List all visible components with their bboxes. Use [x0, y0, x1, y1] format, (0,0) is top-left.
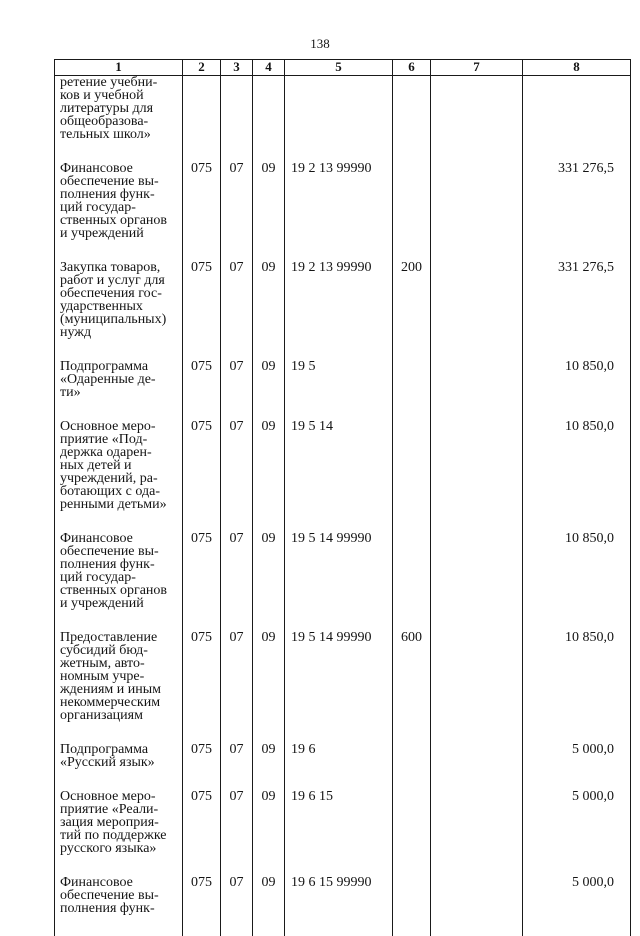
item-name-cell: [55, 360, 183, 420]
ministry-code-cell: 075: [183, 876, 221, 936]
item-name-line: Закупка товаров,: [60, 261, 180, 274]
item-name-line: номным учре-: [60, 670, 180, 683]
item-name-line: Предоставление: [60, 631, 180, 644]
item-name-line: ственных органов: [60, 214, 180, 227]
column-7-cell: [431, 790, 523, 876]
item-name-line: приятие «Реали-: [60, 803, 180, 816]
ministry-code-cell: 075: [183, 162, 221, 261]
header-row: [55, 60, 631, 76]
item-name-line: приятие «Под-: [60, 433, 180, 446]
amount-cell: 10 850,0: [523, 420, 631, 532]
item-name-line: «Русский язык»: [60, 756, 180, 769]
item-name-line: обеспечение вы-: [60, 889, 180, 902]
section-code-cell: [221, 76, 253, 163]
item-name-cell: [55, 261, 183, 360]
item-name-line: обеспечение вы-: [60, 175, 180, 188]
column-7-cell: [431, 76, 523, 163]
amount-cell: 331 276,5: [523, 261, 631, 360]
expense-type-cell: [393, 360, 431, 420]
item-name-line: ственных органов: [60, 584, 180, 597]
item-name-line: Финансовое: [60, 876, 180, 889]
expense-type-cell: [393, 162, 431, 261]
item-name-line: Основное меро-: [60, 790, 180, 803]
item-name-cell: [55, 162, 183, 261]
column-7-cell: [431, 532, 523, 631]
table-row: [55, 743, 631, 790]
item-name-line: держка одарен-: [60, 446, 180, 459]
item-name-line: обеспечение вы-: [60, 545, 180, 558]
ministry-code-cell: 075: [183, 631, 221, 743]
table-row: [55, 76, 631, 163]
item-name-line: тельных школ»: [60, 128, 180, 141]
item-name-cell: [55, 876, 183, 936]
amount-cell: 331 276,5: [523, 162, 631, 261]
item-name-line: ций государ-: [60, 201, 180, 214]
item-name-line: зация мероприя-: [60, 816, 180, 829]
subsection-code-cell: 09: [253, 631, 285, 743]
table-row: [55, 420, 631, 532]
column-header: 8: [523, 60, 631, 76]
item-name-line: ударственных: [60, 300, 180, 313]
target-article-cell: 19 5: [285, 360, 393, 420]
column-header: 5: [285, 60, 393, 76]
column-7-cell: [431, 743, 523, 790]
amount-cell: [523, 76, 631, 163]
column-7-cell: [431, 876, 523, 936]
subsection-code-cell: 09: [253, 743, 285, 790]
target-article-cell: 19 5 14 99990: [285, 532, 393, 631]
item-name-line: ков и учебной: [60, 89, 180, 102]
subsection-code-cell: 09: [253, 790, 285, 876]
item-name-line: русского языка»: [60, 842, 180, 855]
item-name-line: Основное меро-: [60, 420, 180, 433]
item-name-line: ти»: [60, 386, 180, 399]
item-name-line: ренными детьми»: [60, 498, 180, 511]
item-name-line: тий по поддержке: [60, 829, 180, 842]
table-row: [55, 876, 631, 936]
expense-type-cell: [393, 743, 431, 790]
expense-type-cell: 600: [393, 631, 431, 743]
target-article-cell: 19 5 14 99990: [285, 631, 393, 743]
column-header: 6: [393, 60, 431, 76]
amount-cell: 5 000,0: [523, 876, 631, 936]
item-name-cell: [55, 790, 183, 876]
item-name-line: работ и услуг для: [60, 274, 180, 287]
amount-cell: 10 850,0: [523, 532, 631, 631]
expense-type-cell: [393, 420, 431, 532]
item-name-cell: [55, 420, 183, 532]
section-code-cell: 07: [221, 876, 253, 936]
item-name-line: литературы для: [60, 102, 180, 115]
budget-table: [54, 59, 631, 936]
item-name-line: Подпрограмма: [60, 360, 180, 373]
item-name-line: и учреждений: [60, 227, 180, 240]
ministry-code-cell: 075: [183, 420, 221, 532]
section-code-cell: 07: [221, 743, 253, 790]
target-article-cell: 19 6 15 99990: [285, 876, 393, 936]
ministry-code-cell: 075: [183, 790, 221, 876]
column-7-cell: [431, 420, 523, 532]
table-row: [55, 631, 631, 743]
column-header: 4: [253, 60, 285, 76]
expense-type-cell: [393, 876, 431, 936]
section-code-cell: 07: [221, 360, 253, 420]
item-name-line: и учреждений: [60, 597, 180, 610]
expense-type-cell: [393, 532, 431, 631]
item-name-line: жетным, авто-: [60, 657, 180, 670]
item-name-line: «Одаренные де-: [60, 373, 180, 386]
target-article-cell: 19 2 13 99990: [285, 162, 393, 261]
column-7-cell: [431, 261, 523, 360]
subsection-code-cell: 09: [253, 420, 285, 532]
item-name-line: общеобразова-: [60, 115, 180, 128]
target-article-cell: 19 5 14: [285, 420, 393, 532]
amount-cell: 5 000,0: [523, 790, 631, 876]
column-header: 7: [431, 60, 523, 76]
item-name-line: учреждений, ра-: [60, 472, 180, 485]
column-header: 3: [221, 60, 253, 76]
target-article-cell: [285, 76, 393, 163]
item-name-cell: [55, 532, 183, 631]
section-code-cell: 07: [221, 631, 253, 743]
amount-cell: 10 850,0: [523, 360, 631, 420]
target-article-cell: 19 6 15: [285, 790, 393, 876]
item-name-line: некоммерческим: [60, 696, 180, 709]
ministry-code-cell: 075: [183, 532, 221, 631]
item-name-line: полнения функ-: [60, 188, 180, 201]
subsection-code-cell: 09: [253, 876, 285, 936]
item-name-line: ждениям и иным: [60, 683, 180, 696]
table-row: [55, 532, 631, 631]
item-name-line: ботающих с ода-: [60, 485, 180, 498]
table-row: [55, 162, 631, 261]
table-body: [55, 76, 631, 936]
subsection-code-cell: 09: [253, 162, 285, 261]
section-code-cell: 07: [221, 420, 253, 532]
item-name-line: (муниципальных): [60, 313, 180, 326]
ministry-code-cell: 075: [183, 743, 221, 790]
section-code-cell: 07: [221, 790, 253, 876]
amount-cell: 10 850,0: [523, 631, 631, 743]
table-row: [55, 360, 631, 420]
item-name-line: полнения функ-: [60, 558, 180, 571]
item-name-line: ций государ-: [60, 571, 180, 584]
ministry-code-cell: 075: [183, 360, 221, 420]
ministry-code-cell: [183, 76, 221, 163]
item-name-cell: [55, 743, 183, 790]
subsection-code-cell: 09: [253, 532, 285, 631]
section-code-cell: 07: [221, 532, 253, 631]
column-header: 2: [183, 60, 221, 76]
item-name-line: обеспечения гос-: [60, 287, 180, 300]
column-7-cell: [431, 360, 523, 420]
item-name-line: субсидий бюд-: [60, 644, 180, 657]
page-number: 138: [0, 36, 640, 52]
item-name-line: полнения функ-: [60, 902, 180, 915]
subsection-code-cell: [253, 76, 285, 163]
target-article-cell: 19 6: [285, 743, 393, 790]
subsection-code-cell: 09: [253, 360, 285, 420]
section-code-cell: 07: [221, 162, 253, 261]
target-article-cell: 19 2 13 99990: [285, 261, 393, 360]
item-name-line: нужд: [60, 326, 180, 339]
item-name-line: ных детей и: [60, 459, 180, 472]
expense-type-cell: [393, 790, 431, 876]
subsection-code-cell: 09: [253, 261, 285, 360]
item-name-line: Финансовое: [60, 162, 180, 175]
item-name-line: Подпрограмма: [60, 743, 180, 756]
expense-type-cell: 200: [393, 261, 431, 360]
ministry-code-cell: 075: [183, 261, 221, 360]
column-7-cell: [431, 162, 523, 261]
item-name-line: организациям: [60, 709, 180, 722]
item-name-cell: [55, 76, 183, 163]
item-name-line: Финансовое: [60, 532, 180, 545]
amount-cell: 5 000,0: [523, 743, 631, 790]
expense-type-cell: [393, 76, 431, 163]
table-row: [55, 790, 631, 876]
column-header: 1: [55, 60, 183, 76]
item-name-line: ретение учебни-: [60, 76, 180, 89]
section-code-cell: 07: [221, 261, 253, 360]
column-7-cell: [431, 631, 523, 743]
table-row: [55, 261, 631, 360]
item-name-cell: [55, 631, 183, 743]
